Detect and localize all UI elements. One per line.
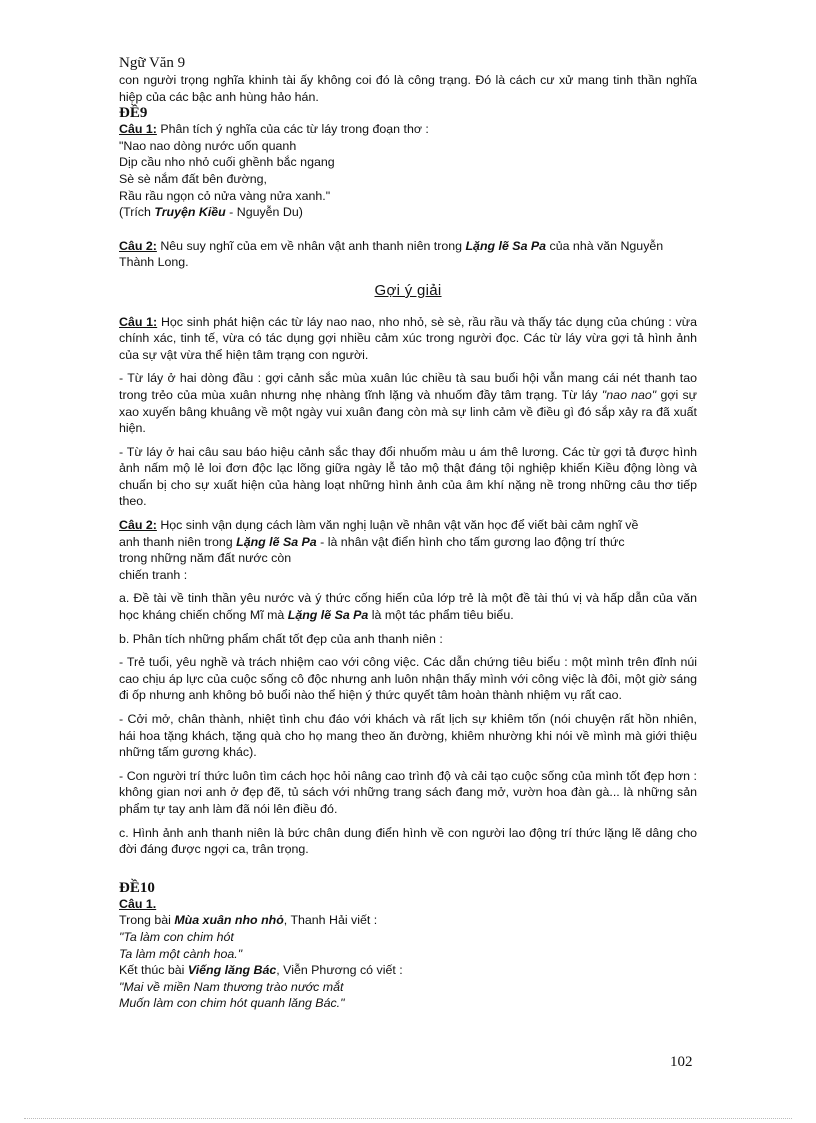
question-label: Câu 1: <box>119 122 157 137</box>
work-title: Mùa xuân nho nhỏ <box>174 913 284 928</box>
question-text-end: của nhà văn Nguyễn Thành Long. <box>119 238 664 270</box>
answer-text: Học sinh vận dụng cách làm văn nghị luận về nhân vật văn học để viết bài cảm nghĩ về <box>156 518 639 533</box>
answer-2-line-3: trong những năm đất nước còn <box>119 551 292 566</box>
poem-source <box>119 204 697 221</box>
de10-question-label <box>119 896 697 913</box>
work-title: Lặng lẽ Sa Pa <box>236 534 317 549</box>
poem-line: Sè sè nắm đất bên đường, <box>119 171 267 186</box>
quote-line: Muốn làm con chim hót quanh lăng Bác." <box>119 996 345 1011</box>
quoted-word: "nao nao" <box>601 387 657 402</box>
answer-text-end: gợi sự xao xuyến bâng khuâng về một ngày vui xuân đang còn mà sự linh cảm về điều gì đó sắp xảy ra đã xuất hiện. <box>119 387 697 436</box>
question-text-end: , Thanh Hải viết : <box>283 913 378 928</box>
question-text: Trong bài <box>119 913 175 928</box>
page-content <box>119 72 697 1012</box>
intro-paragraph: con người trọng nghĩa khinh tài ấy không coi đó là công trạng. Đó là cách cư xử mang tinh thần nghĩa hiệp của các bậc anh hùng hảo hán. <box>119 73 697 104</box>
answer-label: Câu 1: <box>119 314 158 329</box>
work-title: Lặng lẽ Sa Pa <box>287 608 369 623</box>
answer-2-line-1 <box>119 517 697 534</box>
de9-question-2 <box>119 238 697 271</box>
exam-title-de10: ĐỀ10 <box>119 879 155 896</box>
source-prefix: (Trích <box>119 205 155 220</box>
answer-2-part-a <box>119 590 697 623</box>
answer-2-point-3: - Con người trí thức luôn tìm cách học hỏi nâng cao trình độ và cải tạo cuộc sống của mình tốt đẹp hơn : không gian nơi anh ở đẹp đẽ, tủ sách với những trang sách đang mở, vườn hoa đàn gà... là những sản phẩm tự tay anh làm đã nói lên điều đó. <box>119 768 697 816</box>
answer-2-line-2 <box>119 534 697 551</box>
de9-question-1 <box>119 121 697 138</box>
exam-title-de9: ĐỀ9 <box>119 105 148 122</box>
answer-section-title: Gợi ý giải <box>374 281 442 299</box>
work-title: Viếng lăng Bác <box>187 963 277 978</box>
answer-1-point-2: - Từ láy ở hai câu sau báo hiệu cảnh sắc thay đổi nhuốm màu u ám thê lương. Các từ gợi tả được hình ảnh nấm mộ lẻ loi đơn độc lạc lõng giữa ngày lễ tảo mộ thật đáng tội nghiệp khiến Kiều động lòng và chuẩn bị cho sự xuất hiện của hàng loạt những hình ảnh của âm khí nặng nề trong những câu thơ tiếp theo. <box>119 444 697 509</box>
answer-2-line-4: chiến tranh : <box>119 567 188 582</box>
source-author: - Nguyễn Du) <box>225 205 303 220</box>
question-text: Phân tích ý nghĩa của các từ láy trong đoạn thơ : <box>156 122 429 137</box>
question-label: Câu 2: <box>119 238 157 253</box>
answer-text: a. Đề tài về tinh thần yêu nước và ý thức cống hiến của lớp trẻ là một đề tài thú vị và hấp dẫn của văn học kháng chiến chống Mĩ mà <box>119 591 697 623</box>
quote-line: "Ta làm con chim hót <box>119 929 234 944</box>
answer-text: Học sinh phát hiện các từ láy nao nao, nho nhỏ, sè sè, rầu rầu và thấy tác dụng của chúng : vừa chính xác, tinh tế, vừa có tác dụng gợi nhiều cảm xúc trong người đọc. Các từ láy vừa gợi tả hình ảnh của sự vật vừa thể hiện tâm trạng con người. <box>119 314 697 362</box>
answer-1 <box>119 314 697 364</box>
answer-2-part-c: c. Hình ảnh anh thanh niên là bức chân dung điển hình về con người lao động trí thức lặng lẽ dâng cho đời đáng được ngợi ca, trân trọng. <box>119 825 697 857</box>
answer-text: - Từ láy ở hai dòng đầu : gợi cảnh sắc mùa xuân lúc chiều tà sau buổi hội vẫn mang cái nét thanh tao trong trẻo của mùa xuân nhưng nhẹ nhàng tĩnh lặng và nhuốm đầy tâm trạng. Từ láy <box>119 371 697 402</box>
answer-2-point-2: - Cởi mở, chân thành, nhiệt tình chu đáo với khách và rất lịch sự khiêm tốn (nói chuyện rất hồn nhiên, hái hoa tặng khách, tặng quà cho họ mang theo ăn đường, khiêm nhường khi nói về mình mà giới thiệu những tấm gương khác). <box>119 712 697 760</box>
page-header: Ngữ Văn 9 <box>119 55 186 71</box>
work-title: Lặng lẽ Sa Pa <box>465 238 547 253</box>
page-number: 102 <box>670 1054 693 1070</box>
answer-text-end: là một tác phẩm tiêu biểu. <box>368 608 514 623</box>
quote-line: Ta làm một cành hoa." <box>119 946 243 961</box>
answer-2-point-1: - Trẻ tuổi, yêu nghề và trách nhiệm cao với công việc. Các dẫn chứng tiêu biểu : một mình trên đỉnh núi cao chịu áp lực của cuộc sống cô độc nhưng anh luôn nhận thấy mình với công việc là đôi, một giờ sáng đi ốp nhưng anh không bỏ buổi nào thể hiện ý thức quyết tâm hoàn thành nhiệm vụ rất cao. <box>119 655 697 703</box>
de10-line-2 <box>119 962 697 979</box>
question-text-end: , Viễn Phương có viết : <box>276 963 403 978</box>
poem-line: Rầu rầu ngọn cỏ nửa vàng nửa xanh." <box>119 188 331 203</box>
question-text: Nêu suy nghĩ của em về nhân vật anh thanh niên trong <box>156 238 466 253</box>
answer-label: Câu 2: <box>119 518 157 533</box>
question-text: Kết thúc bài <box>119 963 188 978</box>
poem-line: Dịp cầu nho nhỏ cuối ghềnh bắc ngang <box>119 155 335 170</box>
answer-2-part-b: b. Phân tích những phẩm chất tốt đẹp của anh thanh niên : <box>119 631 443 646</box>
answer-text: anh thanh niên trong <box>119 534 237 549</box>
de10-line-1 <box>119 912 697 929</box>
quote-line: "Mai về miền Nam thương trào nước mắt <box>119 979 344 994</box>
question-label: Câu 1. <box>119 896 157 911</box>
answer-1-point-1 <box>119 370 697 436</box>
page-border-dotted <box>24 1118 792 1119</box>
answer-text-end: - là nhân vật điển hình cho tấm gương lao động trí thức <box>316 534 625 549</box>
source-title: Truyện Kiều <box>154 205 226 220</box>
poem-line: "Nao nao dòng nước uốn quanh <box>119 138 297 153</box>
